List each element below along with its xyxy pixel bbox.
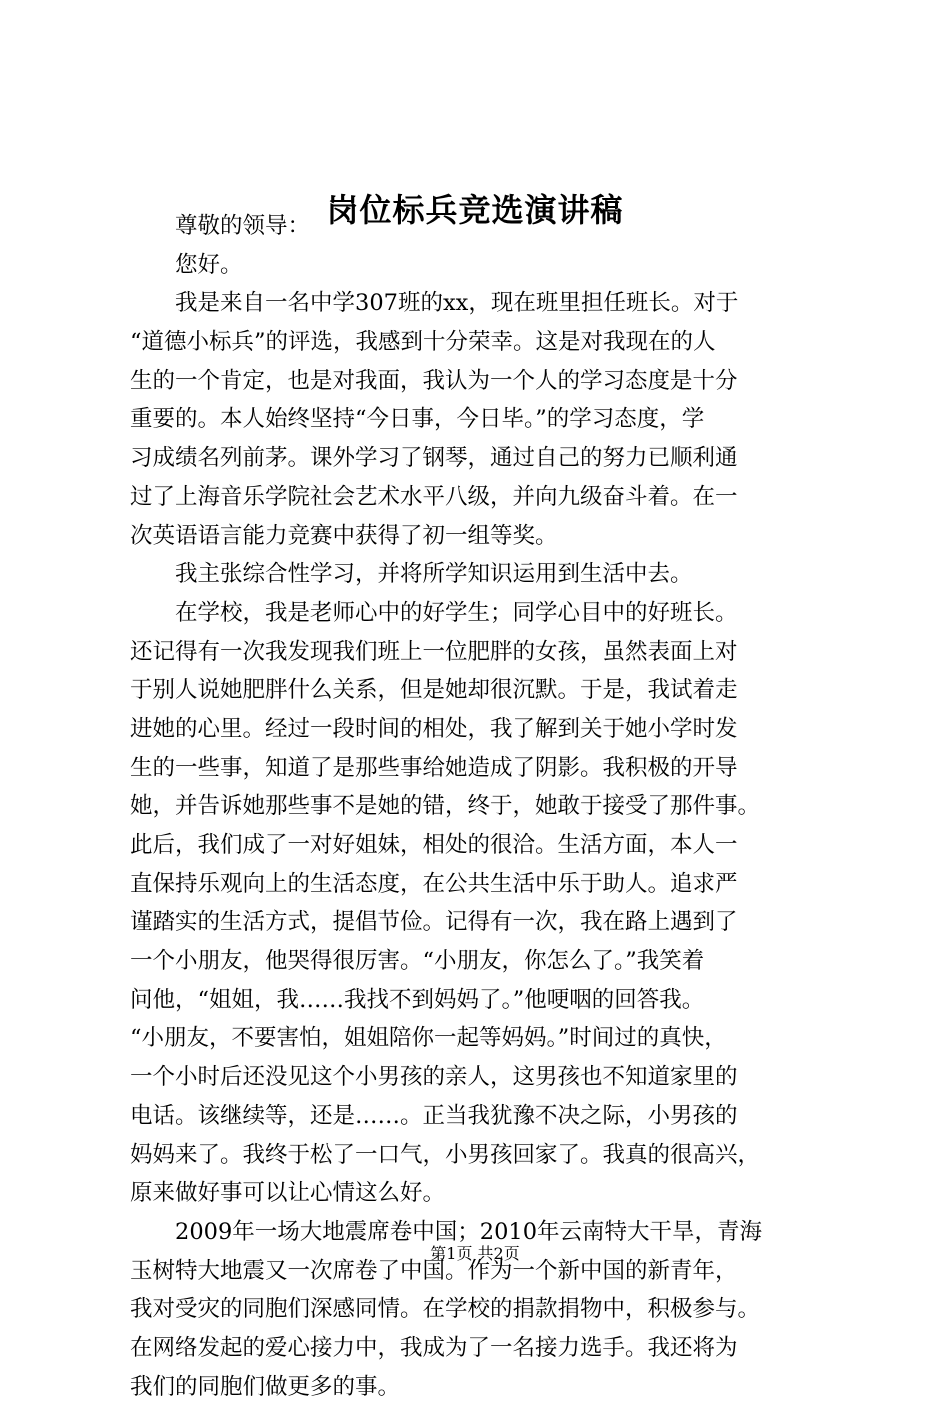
text-line: 在学校，我是老师心中的好学生；同学心目中的好班长。	[130, 599, 738, 626]
text-line: 我主张综合性学习，并将所学知识运用到生活中去。	[130, 561, 693, 588]
text-line: 生的一个肯定，也是对我面，我认为一个人的学习态度是十分	[130, 367, 738, 394]
text-line: 一个小时后还没见这个小男孩的亲人，这男孩也不知道家里的	[130, 1064, 738, 1091]
text-line: 在网络发起的爱心接力中，我成为了一名接力选手。我还将为	[130, 1334, 738, 1361]
text-line: 我对受灾的同胞们深感同情。在学校的捐款捐物中，积极参与。	[130, 1296, 761, 1323]
text-line: 此后，我们成了一对好姐妹，相处的很洽。生活方面，本人一	[130, 832, 738, 858]
text-line: 妈妈来了。我终于松了一口气，小男孩回家了。我真的很高兴，	[130, 1141, 761, 1168]
text-line: 问他，“姐姐，我……我找不到妈妈了。”他哽咽的回答我。	[130, 986, 705, 1013]
document-title: 岗位标兵竞选演讲稿	[326, 191, 624, 229]
text-line: 我是来自一名中学307班的xx，现在班里担任班长。对于	[130, 290, 739, 317]
text-line: 进她的心里。经过一段时间的相处，我了解到关于她小学时发	[130, 715, 738, 742]
text-line: 2009年一场大地震席卷中国；2010年云南特大干旱，青海	[130, 1218, 763, 1245]
text-line: 我们的同胞们做更多的事。	[130, 1373, 401, 1400]
text-line: 原来做好事可以让心情这么好。	[130, 1180, 446, 1207]
text-line: 还记得有一次我发现我们班上一位肥胖的女孩，虽然表面上对	[130, 638, 738, 665]
text-line: 尊敬的领导：	[130, 213, 311, 239]
text-line: “小朋友，不要害怕，姐姐陪你一起等妈妈。”时间过的真快，	[130, 1025, 727, 1052]
text-line: “道德小标兵”的评选，我感到十分荣幸。这是对我现在的人	[130, 329, 716, 356]
document-body	[130, 207, 842, 1406]
text-line: 玉树特大地震又一次席卷了中国。作为一个新中国的新青年，	[130, 1257, 738, 1284]
page-footer: 第1页 共2页	[430, 1244, 520, 1263]
text-line: 谨踏实的生活方式，提倡节俭。记得有一次，我在路上遇到了	[130, 909, 738, 936]
text-line: 过了上海音乐学院社会艺术水平八级，并向九级奋斗着。在一	[130, 483, 738, 510]
text-line: 直保持乐观向上的生活态度，在公共生活中乐于助人。追求严	[130, 870, 738, 897]
text-line: 电话。该继续等，还是……。正当我犹豫不决之际，小男孩的	[130, 1102, 738, 1129]
text-line: 她，并告诉她那些事不是她的错，终于，她敢于接受了那件事。	[130, 793, 761, 820]
text-line: 您好。	[130, 251, 243, 278]
text-line: 生的一些事，知道了是那些事给她造成了阴影。我积极的开导	[130, 754, 738, 781]
text-line: 次英语语言能力竞赛中获得了初一组等奖。	[130, 522, 558, 549]
text-line: 于别人说她肥胖什么关系，但是她却很沉默。于是，我试着走	[130, 677, 738, 704]
text-line: 习成绩名列前茅。课外学习了钢琴，通过自己的努力已顺利通	[130, 445, 738, 472]
text-line: 一个小朋友，他哭得很厉害。“小朋友，你怎么了。”我笑着	[130, 948, 705, 975]
text-line: 重要的。本人始终坚持“今日事，今日毕。”的学习态度，学	[130, 406, 705, 433]
